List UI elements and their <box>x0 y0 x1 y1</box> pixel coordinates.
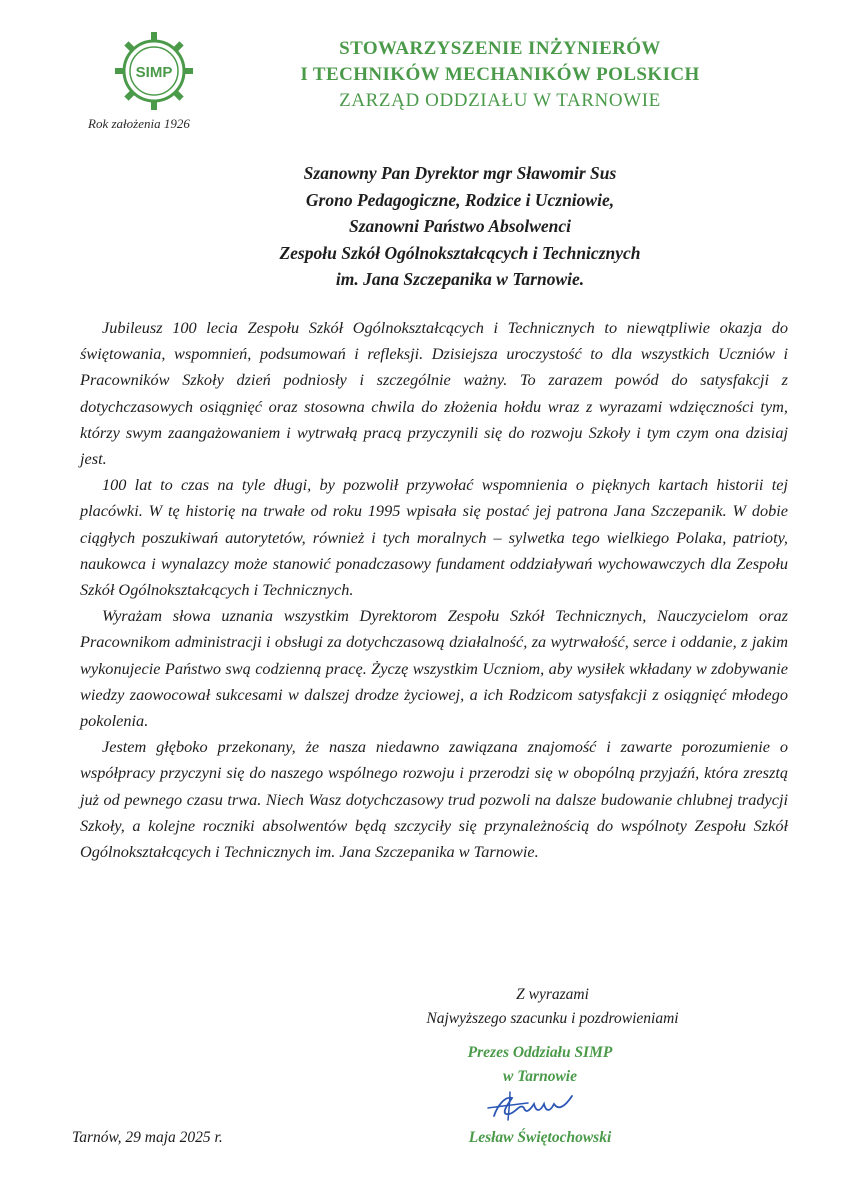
salutation-line: Grono Pedagogiczne, Rodzice i Uczniowie, <box>305 189 615 210</box>
salutation <box>180 160 740 293</box>
org-name-line2: I TECHNIKÓW MECHANIKÓW POLSKICH <box>300 64 700 85</box>
signer-name: Lesław Świętochowski <box>468 1129 612 1146</box>
simp-logo <box>106 28 202 114</box>
signer-title-line: w Tarnowie <box>503 1068 577 1085</box>
handwritten-signature <box>484 1086 604 1126</box>
signer-title-line: Prezes Oddziału SIMP <box>467 1044 613 1061</box>
closing-line: Najwyższego szacunku i pozdrowieniami <box>426 1010 679 1027</box>
signer-title <box>430 1041 650 1089</box>
org-branch: ZARZĄD ODDZIAŁU W TARNOWIE <box>339 90 661 111</box>
salutation-line: Szanowni Państwo Absolwenci <box>348 216 572 236</box>
body-paragraph: Jestem głęboko przekonany, że nasza niedawno zawiązana znajomość i zawarte porozumienie o współpracy przyczyni się do naszego wspólnego rozwoju i przerodzi się w obopólną przyjaźń, która zresztą już od pewnego czasu trwa. Niech Wasz dotychczasowy trud pozwoli na dalsze budowanie chlubnej tradycji Szkoły, a kolejne roczniki absolwentów będą szczyciły się przynależnością do wspólnoty Zespołu Szkół Ogólnokształcących i Technicznych im. Jana Szczepanika w Tarnowie. <box>80 737 788 862</box>
logo-text: SIMP <box>135 64 173 81</box>
closing <box>390 983 715 1031</box>
organization-header <box>240 36 760 114</box>
founded-year: Rok założenia 1926 <box>88 116 190 131</box>
salutation-line: im. Jana Szczepanika w Tarnowie. <box>335 269 585 289</box>
salutation-line: Zespołu Szkół Ogólnokształcących i Technicznych <box>279 242 641 263</box>
body-paragraph: Jubileusz 100 lecia Zespołu Szkół Ogólnokształcących i Technicznych to niewątpliwie okazja do świętowania, wspomnień, podsumowań i refleksji. Dzisiejsza uroczystość to dla wszystkich Uczniów i Pracowników Szkoły dzień podniosły i szczególnie ważny. To zarazem powód do satysfakcji z dotychczasowych osiągnięć oraz stosowna chwila do złożenia hołdu wraz z wyrazami wdzięczności tym, którzy swym zaangażowaniem i wytrwałą pracą przyczynili się do rozwoju Szkoły i tym czym ona dzisiaj jest. <box>80 318 788 469</box>
org-name-line1: STOWARZYSZENIE INŻYNIERÓW <box>339 38 661 59</box>
body-paragraph: Wyrażam słowa uznania wszystkim Dyrektorom Zespołu Szkół Technicznych, Nauczycielom oraz Pracownikom administracji i obsługi za dotychczasową działalność, za wytrwałość, serce i oddanie, z jakim wykonujecie Państwo swą codzienną pracę. Życzę wszystkim Uczniom, aby wysiłek wkładany w zdobywanie wiedzy zaowocował sukcesami w dalszej drodze życiowej, a ich Rodzicom satysfakcji z osiągnięć młodego pokolenia. <box>80 606 788 731</box>
place-date: Tarnów, 29 maja 2025 r. <box>72 1129 223 1146</box>
salutation-line: Szanowny Pan Dyrektor mgr Sławomir Sus <box>303 163 617 183</box>
letter-body <box>80 315 788 865</box>
closing-line: Z wyrazami <box>516 986 589 1003</box>
body-paragraph: 100 lat to czas na tyle długi, by pozwolił przywołać wspomnienia o pięknych kartach historii tej placówki. W tę historię na trwałe od roku 1995 wpisała się postać jej patrona Jana Szczepanik. W dobie ciągłych poszukiwań autorytetów, również i tych moralnych – sylwetka tego wielkiego Polaka, patrioty, naukowca i wynalazcy może stanowić ponadczasowy fundament oddziaływań wychowawczych dla Zespołu Szkół Ogólnokształcących i Technicznych. <box>80 475 788 600</box>
